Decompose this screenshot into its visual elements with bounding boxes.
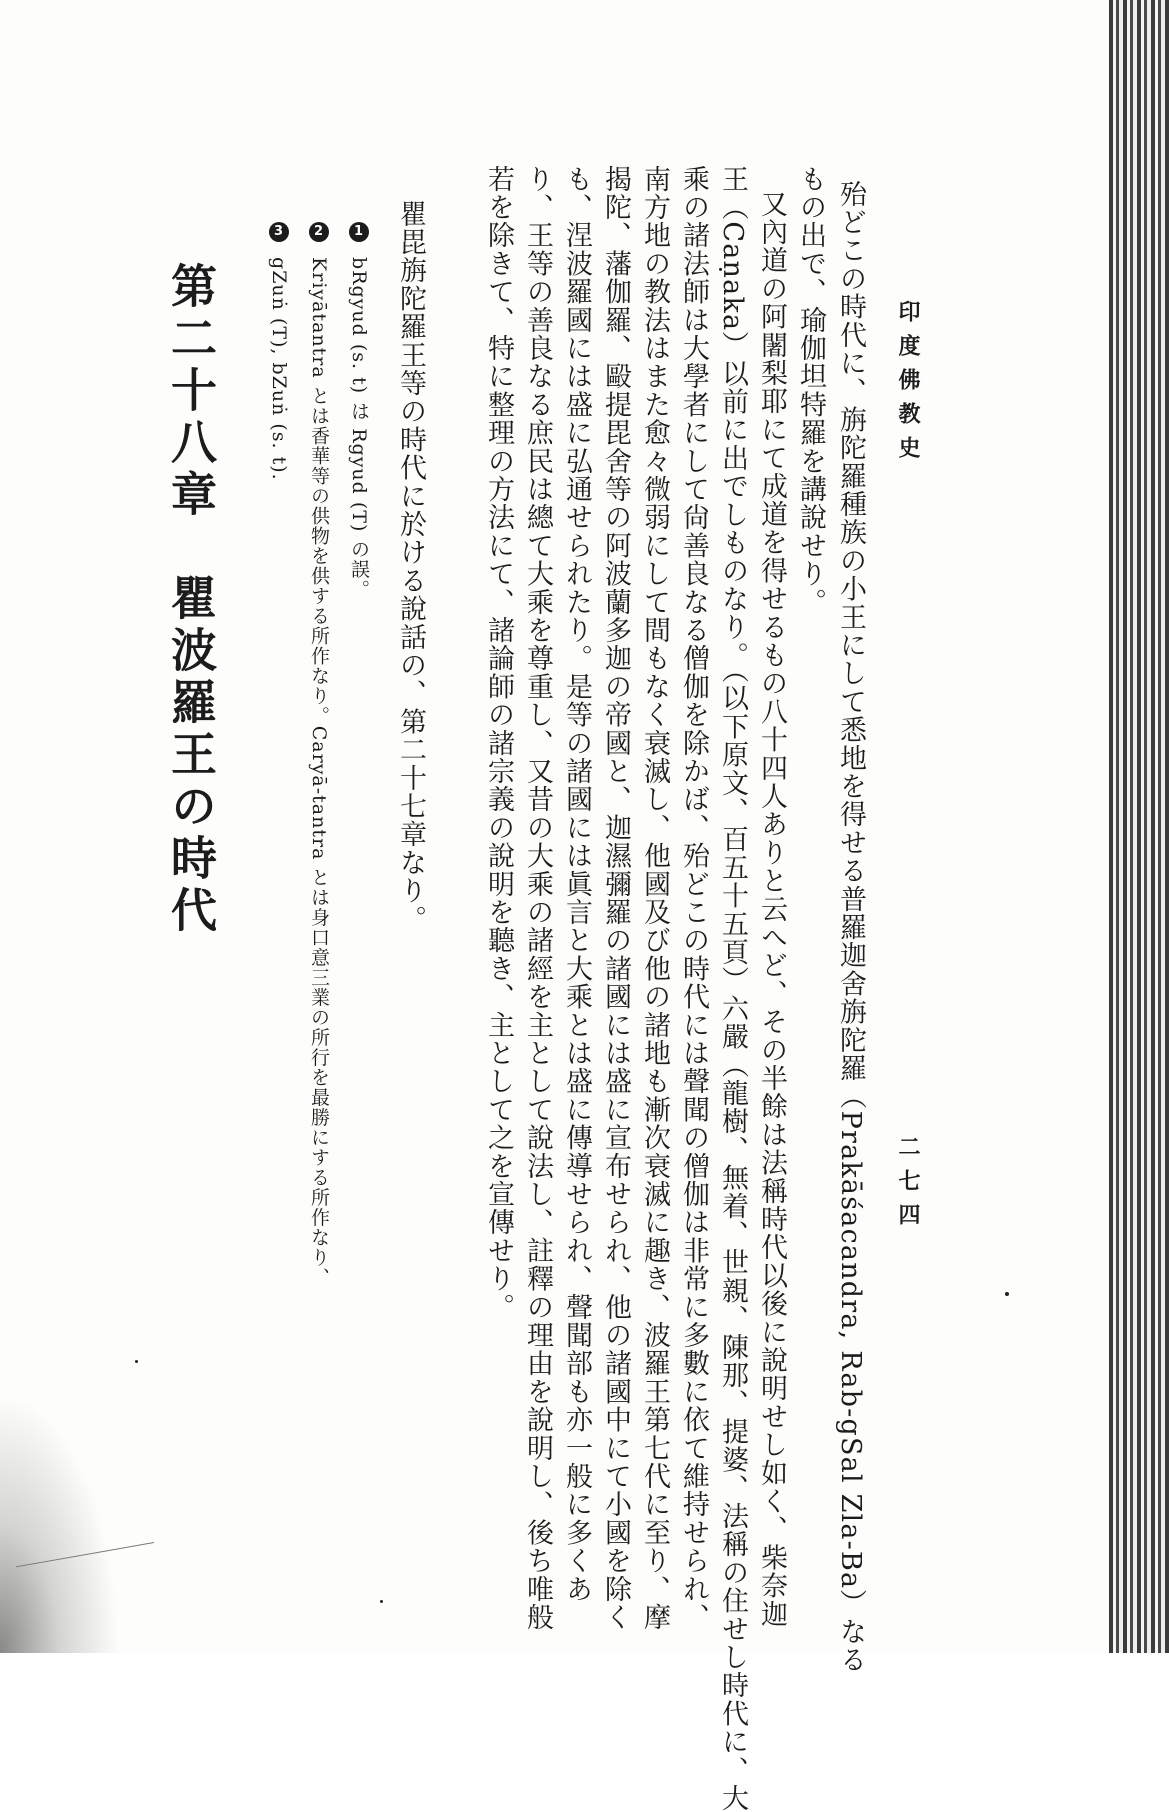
scan-speck: [1005, 1292, 1009, 1296]
running-header-title: 印度佛教史: [895, 300, 921, 470]
footnote-text: bRgyud (s. t) は Rgyud (T) の誤。: [348, 257, 370, 600]
footnote-1: [349, 222, 369, 599]
footnote-marker: 1: [349, 222, 369, 242]
closing-line: 瞿毘旃陀羅王等の時代に於ける說話の、第二十七章なり。: [395, 200, 426, 934]
page-number: 二七四: [895, 1135, 921, 1237]
scan-speck: [380, 1600, 383, 1603]
footnote-3: [269, 222, 289, 481]
book-binding-edge: [1109, 0, 1169, 1653]
footnote-2: [309, 222, 329, 1287]
body-column-2: もの出で、瑜伽坦特羅を講說せり。: [795, 165, 826, 617]
body-column-4: 王（Caṇaka）以前に出でしものなり。（以下原文、百五十五頁）六嚴（龍樹、無着、世親、陳那、提婆、法稱の住せし時代に、大: [717, 165, 748, 1812]
body-column-1: 殆どこの時代に、旃陀羅種族の小王にして悉地を得せる普羅迦舍旃陀羅（Prakāśacandra, Rab-gSal Zla-Ba）なる: [835, 180, 866, 1674]
footnote-marker: 2: [309, 222, 329, 242]
body-column-6: 南方地の教法はまた愈々微弱にして間もなく衰滅し、他國及び他の諸地も漸次衰滅に趣き、波羅王第七代に至り、摩: [639, 165, 670, 1632]
chapter-heading: 第二十八章 瞿波羅王の時代: [164, 262, 218, 938]
scan-shadow: [0, 1393, 120, 1653]
body-column-5: 乘の諸法師は大學者にして尙善良なる僧伽を除かば、殆どこの時代には聲聞の僧伽は非常に多數に依て維持せられ、: [678, 165, 709, 1632]
footnote-text: gZuṅ (T), bZuṅ (s. t).: [268, 257, 290, 481]
footnote-marker: 3: [269, 222, 289, 242]
body-column-3: 又內道の阿闍梨耶にて成道を得せるもの八十四人ありと云へど、その半餘は法稱時代以後に說明せし如く、柴奈迦: [756, 190, 787, 1629]
body-column-8: も、涅波羅國には盛に弘通せられたり。是等の諸國には眞言と大乘とは盛に傳導せられ、聲聞部も亦一般に多くあ: [561, 165, 592, 1604]
footnote-text: Kriyātantra とは香華等の供物を供する所作なり。Caryā-tantra とは身口意三業の所行を最勝にする所作なり、: [308, 257, 330, 1288]
scan-speck: [135, 1360, 138, 1363]
body-column-10: 若を除きて、特に整理の方法にて、諸論師の諸宗義の說明を聽き、主として之を宣傳せり。: [483, 165, 514, 1322]
body-column-9: り、王等の善良なる庶民は總て大乘を尊重し、又昔の大乘の諸經を主として說法し、註釋の理由を說明し、後ち唯般: [522, 165, 553, 1632]
body-column-7: 揭陀、藩伽羅、毆提毘舍等の阿波蘭多迦の帝國と、迦濕彌羅の諸國には盛に宣布せられ、他の諸國中にて小國を除く: [600, 165, 631, 1632]
